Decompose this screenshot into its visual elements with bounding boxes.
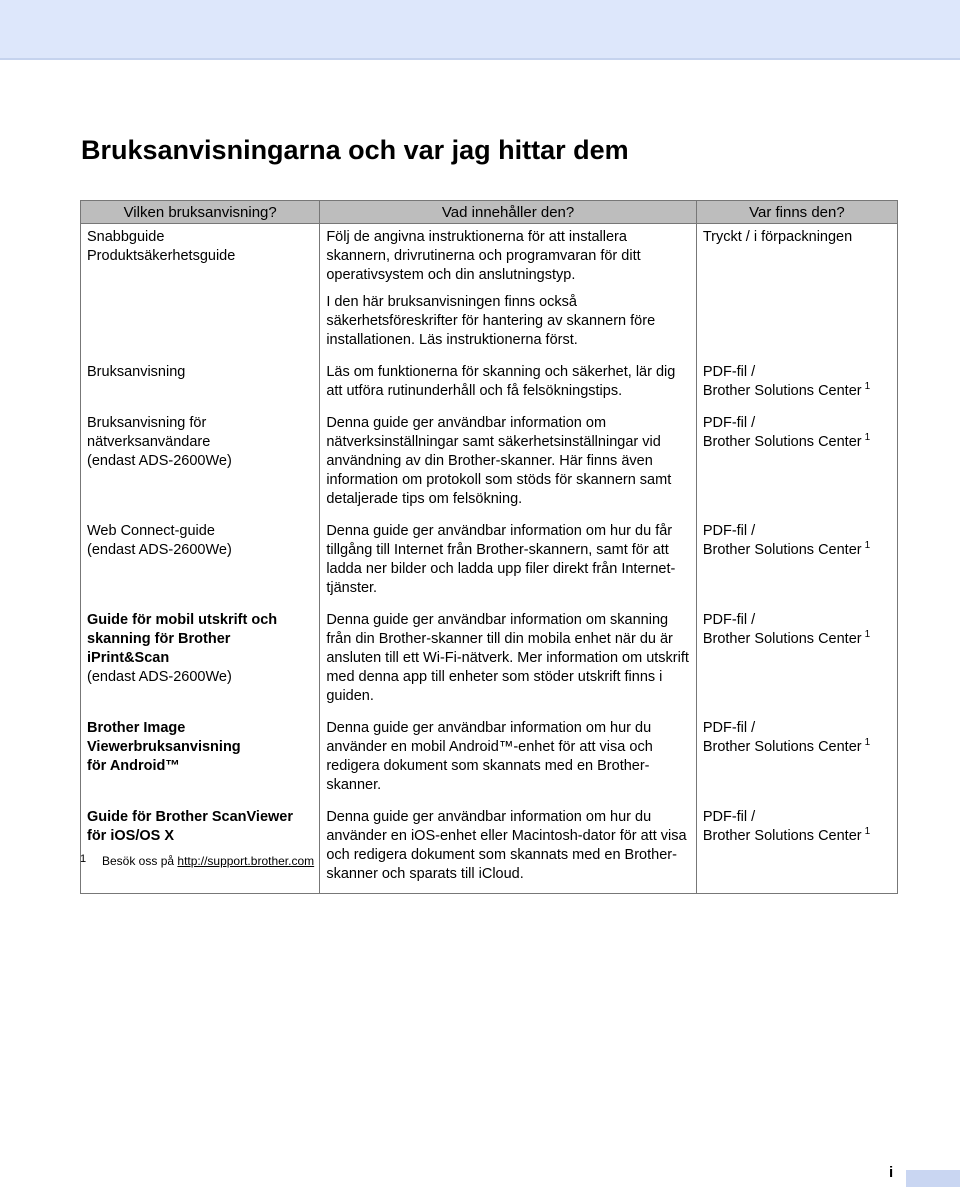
table-row	[81, 715, 898, 804]
guide-name-line: Brother Image	[87, 720, 186, 736]
location-text: PDF-fil /	[702, 415, 756, 431]
header-location: Var finns den?	[696, 201, 897, 224]
table-row	[81, 607, 898, 715]
location-text: PDF-fil /	[702, 612, 756, 628]
guide-location-cell	[696, 359, 897, 410]
header-which-guide: Vilken bruksanvisning?	[81, 201, 320, 224]
support-link[interactable]: http://support.brother.com	[177, 854, 315, 868]
guide-name-cell	[81, 715, 320, 804]
table-row	[81, 224, 898, 360]
table-row	[81, 359, 898, 410]
guide-content-paragraph: Följ de angivna instruktionerna för att installera skannern, drivrutinerna och programvaran för ditt operativsystem och din anslutningstyp.	[326, 229, 641, 283]
location-line	[703, 630, 891, 649]
location-line	[703, 363, 891, 382]
guide-name-line: Produktsäkerhetsguide	[87, 248, 236, 264]
guide-name-line: Guide för Brother ScanViewer	[87, 809, 294, 825]
guide-name-line: för iOS/OS X	[87, 828, 175, 844]
location-text: Brother Solutions Center	[702, 383, 862, 399]
guide-content-cell	[320, 518, 697, 607]
guide-name-line: för Android™	[87, 758, 180, 774]
table-row	[81, 518, 898, 607]
page-title: Bruksanvisningarna och var jag hittar dem	[81, 135, 629, 165]
guide-content-paragraph: Denna guide ger användbar information om nätverksinställningar samt säkerhetsinställningar vid användning av din Brother-skanner. Här finns även information om protokoll som stöds för skannern samt detaljerade tips om felsökning.	[326, 415, 672, 507]
guide-name-line: (endast ADS-2600We)	[87, 669, 232, 685]
table-row	[81, 410, 898, 518]
guide-content-paragraph: Denna guide ger användbar information om hur du använder en mobil Android™-enhet för att visa och redigera dokument som skannats med en Brother-skanner.	[326, 720, 653, 793]
footnote-ref: 1	[864, 629, 871, 640]
guide-content-cell	[320, 410, 697, 518]
location-text: PDF-fil /	[702, 809, 756, 825]
header-contents: Vad innehåller den?	[320, 201, 697, 224]
location-line	[703, 827, 891, 846]
guide-name-cell	[81, 518, 320, 607]
guide-name-cell	[81, 410, 320, 518]
location-text: Tryckt / i förpackningen	[702, 229, 853, 245]
guide-content-paragraph: Denna guide ger användbar information om hur du får tillgång till Internet från Brother-skannern, samt för att ladda ner bilder och ladda upp filer direkt från Internet-tjänster.	[326, 523, 676, 596]
guide-content-paragraph: Denna guide ger användbar information om skanning från din Brother-skanner till din mobila enhet när du är ansluten till ett Wi-Fi-nätverk. Mer information om utskrift med denna app till enheter som stöder utskrift finns i guiden.	[326, 612, 689, 704]
guide-content-paragraph: Läs om funktionerna för skanning och säkerhet, lär dig att utföra rutinunderhåll och få felsökningstips.	[326, 364, 676, 399]
guide-name-line: skanning för Brother	[87, 631, 231, 647]
location-text: Brother Solutions Center	[702, 828, 862, 844]
location-text: Brother Solutions Center	[702, 739, 862, 755]
guide-location-cell	[696, 804, 897, 894]
page-number: i	[889, 1164, 894, 1181]
guide-name-line: Bruksanvisning	[87, 364, 186, 380]
footnote	[80, 853, 314, 868]
guide-name-line: Guide för mobil utskrift och	[87, 612, 278, 628]
location-text: PDF-fil /	[702, 523, 756, 539]
guide-content-cell	[320, 224, 697, 360]
guide-name-cell	[81, 224, 320, 360]
location-line	[703, 433, 891, 452]
footnote-text: Besök oss på	[102, 854, 175, 868]
location-line	[703, 522, 891, 541]
guide-name-line: Snabbguide	[87, 229, 165, 245]
guide-location-cell	[696, 410, 897, 518]
location-line	[703, 611, 891, 630]
location-line	[703, 228, 891, 247]
location-line	[703, 414, 891, 433]
guide-name-line: iPrint&Scan	[87, 650, 170, 666]
footnote-mark: 1	[80, 853, 87, 865]
guide-name-line: Viewerbruksanvisning	[87, 739, 241, 755]
guide-name-cell	[81, 804, 320, 894]
guide-content-cell	[320, 607, 697, 715]
guide-name-cell	[81, 359, 320, 410]
location-line	[703, 382, 891, 401]
guide-location-cell	[696, 224, 897, 360]
guide-name-line: nätverksanvändare	[87, 434, 211, 450]
location-line	[703, 808, 891, 827]
footnote-ref: 1	[864, 381, 871, 392]
footnote-ref: 1	[864, 826, 871, 837]
guide-content-paragraph: Denna guide ger användbar information om hur du använder en iOS-enhet eller Macintosh-dator för att visa och redigera dokument som skannats med en Brother-skanner och sparats till iCloud.	[326, 809, 687, 882]
guide-name-cell	[81, 607, 320, 715]
location-line	[703, 719, 891, 738]
guide-content-paragraph: I den här bruksanvisningen finns också säkerhetsföreskrifter för hantering av skannern före installationen. Läs instruktionerna först.	[326, 294, 656, 348]
guide-content-cell	[320, 715, 697, 804]
location-text: Brother Solutions Center	[702, 631, 862, 647]
footnote-ref: 1	[864, 737, 871, 748]
location-text: PDF-fil /	[702, 720, 756, 736]
guide-content-cell	[320, 804, 697, 894]
footnote-ref: 1	[864, 432, 871, 443]
guide-name-line: Web Connect-guide	[87, 523, 215, 539]
guide-name-line: (endast ADS-2600We)	[87, 542, 232, 558]
guide-location-cell	[696, 715, 897, 804]
table-header-row	[81, 201, 898, 224]
table-row	[81, 804, 898, 894]
location-line	[703, 738, 891, 757]
page-tab-marker	[906, 1170, 960, 1187]
guide-name-line: Bruksanvisning för	[87, 415, 207, 431]
guide-location-cell	[696, 518, 897, 607]
footnote-ref: 1	[864, 540, 871, 551]
location-text: PDF-fil /	[702, 364, 756, 380]
header-band	[0, 0, 960, 60]
guide-name-line: (endast ADS-2600We)	[87, 453, 232, 469]
guide-content-cell	[320, 359, 697, 410]
location-text: Brother Solutions Center	[702, 542, 862, 558]
location-line	[703, 541, 891, 560]
guides-table	[80, 200, 898, 894]
guide-location-cell	[696, 607, 897, 715]
location-text: Brother Solutions Center	[702, 434, 862, 450]
